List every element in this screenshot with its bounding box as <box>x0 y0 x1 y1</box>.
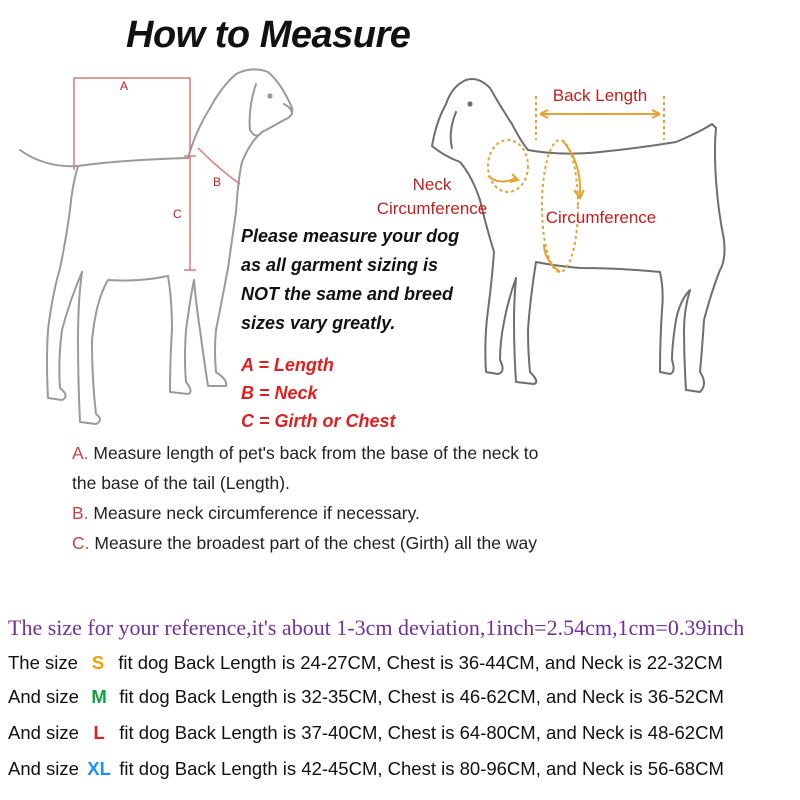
instruction-text: the base of the tail (Length). <box>72 473 290 493</box>
instruction-text: Measure neck circumference if necessary. <box>88 503 420 523</box>
size-row-s <box>8 652 723 674</box>
key-neck: B = Neck <box>241 383 318 403</box>
reference-note: The size for your reference,it's about 1-3cm deviation,1inch=2.54cm,1cm=0.39inch <box>8 615 745 640</box>
label-neck-circumference: Circumference <box>376 199 488 218</box>
size-prefix: The size <box>8 652 78 673</box>
size-row-l <box>8 722 724 744</box>
note-line: sizes vary greatly. <box>241 313 396 333</box>
size-row-xl <box>8 758 724 780</box>
page-title: How to Measure <box>126 14 411 56</box>
instruction-c <box>72 533 537 554</box>
size-code: S <box>91 652 105 673</box>
key-girth: C = Girth or Chest <box>241 411 396 431</box>
instruction-letter: C. <box>72 533 90 553</box>
left-dog-measure-lines <box>74 78 240 270</box>
label-circumference: Circumference <box>545 208 657 227</box>
instruction-letter: A. <box>72 443 89 463</box>
size-code: M <box>91 686 107 707</box>
note-line: as all garment sizing is <box>241 255 439 275</box>
size-description: fit dog Back Length is 32-35CM, Chest is 46-62CM, and Neck is 36-52CM <box>119 686 724 707</box>
measurement-diagram <box>0 60 800 440</box>
instruction-a-cont <box>72 473 290 494</box>
instruction-letter: B. <box>72 503 89 523</box>
size-code: L <box>93 722 105 743</box>
label-back-length: Back Length <box>552 86 648 105</box>
size-description: fit dog Back Length is 24-27CM, Chest is 36-44CM, and Neck is 22-32CM <box>118 652 723 673</box>
size-prefix: And size <box>8 686 79 707</box>
instruction-a <box>72 443 538 464</box>
size-prefix: And size <box>8 722 79 743</box>
size-prefix: And size <box>8 758 79 779</box>
right-dog-outline <box>432 79 725 392</box>
label-b: B <box>213 175 222 189</box>
instruction-b <box>72 503 420 524</box>
note-line: NOT the same and breed <box>241 284 454 304</box>
size-description: fit dog Back Length is 37-40CM, Chest is 64-80CM, and Neck is 48-62CM <box>119 722 724 743</box>
size-row-m <box>8 686 724 708</box>
size-description: fit dog Back Length is 42-45CM, Chest is 80-96CM, and Neck is 56-68CM <box>119 758 724 779</box>
right-dog-measure-lines <box>488 96 664 272</box>
instruction-text: Measure length of pet's back from the base of the neck to <box>88 443 539 463</box>
label-neck: Neck <box>412 175 452 194</box>
key-length: A = Length <box>241 355 334 375</box>
instruction-text: Measure the broadest part of the chest (Girth) all the way <box>89 533 537 553</box>
note-line: Please measure your dog <box>241 226 460 246</box>
label-c: C <box>173 207 182 221</box>
size-code: XL <box>87 758 111 779</box>
label-a: A <box>119 79 129 93</box>
